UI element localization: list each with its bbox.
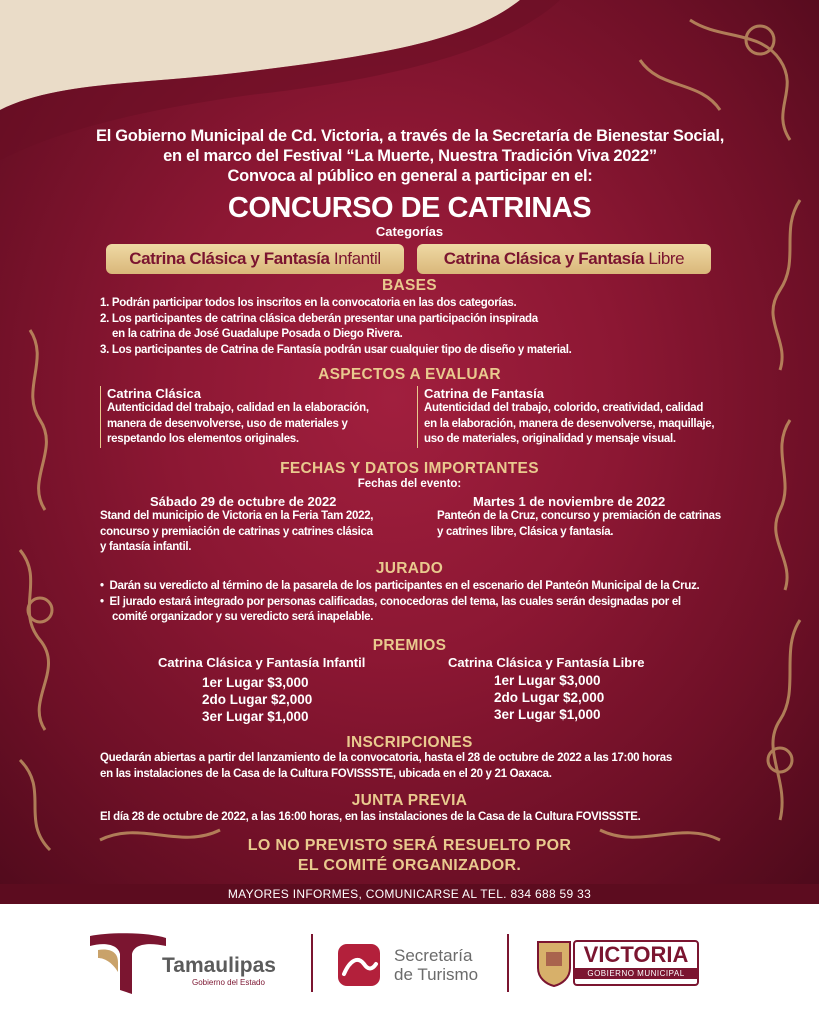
premios-libre — [448, 655, 708, 723]
jurado-item: • El jurado estará integrado por personas calificadas, conocedoras del tema, las cuales serán designadas por el — [100, 595, 681, 608]
aspectos-clasica-line: manera de desenvolverse, uso de materiales y — [107, 417, 348, 430]
fechas-sabado-line: concurso y premiación de catrinas y catrines clásica — [100, 525, 373, 538]
bases-item: 2. Los participantes de catrina clásica deberán presentar una participación inspirada — [100, 312, 538, 325]
aspectos-clasica-line: Autenticidad del trabajo, calidad en la elaboración, — [107, 402, 369, 414]
fechas-sabado-line: Stand del municipio de Victoria en la Feria Tam 2022, — [100, 510, 374, 522]
turismo-logo-icon — [336, 942, 382, 988]
victoria-badge — [573, 940, 699, 986]
logo-divider — [507, 934, 509, 992]
premios-libre-line: 1er Lugar $3,000 — [494, 673, 601, 688]
bases-list — [100, 296, 740, 358]
categories-label: Categorías — [375, 224, 444, 239]
category-pill-libre-light: Libre — [648, 249, 685, 268]
aspectos-clasica-title: Catrina Clásica — [107, 386, 201, 401]
victoria-name: VICTORIA — [583, 942, 689, 967]
premios-infantil-line: 1er Lugar $3,000 — [202, 675, 309, 690]
turismo-line-2: de Turismo — [394, 965, 479, 984]
tamaulipas-sub: Gobierno del Estado — [192, 978, 265, 987]
victoria-sub: GOBIERNO MUNICIPAL — [575, 968, 697, 979]
bases-item: en la catrina de José Guadalupe Posada o Diego Rivera. — [112, 328, 403, 340]
category-pill-infantil — [106, 244, 404, 274]
inscripciones-heading: INSCRIPCIONES — [346, 734, 473, 751]
logos-strip — [0, 904, 819, 1024]
logo-divider — [311, 934, 313, 992]
premios-libre-line: 3er Lugar $1,000 — [494, 707, 601, 722]
footer-contact: MAYORES INFORMES, COMUNICARSE AL TEL. 834 688 59 33 — [0, 884, 819, 904]
intro-line-2: en el marco del Festival “La Muerte, Nuestra Tradición Viva 2022” — [163, 147, 657, 165]
victoria-seal-icon — [534, 938, 574, 988]
tamaulipas-logo-icon — [88, 932, 168, 996]
category-pill-infantil-bold: Catrina Clásica y Fantasía — [129, 249, 330, 268]
fechas-sabado-line: y fantasía infantil. — [100, 541, 192, 553]
fechas-martes — [437, 494, 747, 540]
bases-heading: BASES — [382, 277, 437, 294]
category-pill-infantil-light: Infantil — [333, 249, 381, 268]
category-pill-libre — [417, 244, 711, 274]
page-title: CONCURSO DE CATRINAS — [227, 192, 592, 224]
closing-line-1: LO NO PREVISTO SERÁ RESUELTO POR — [247, 837, 572, 854]
aspectos-clasica — [100, 386, 407, 448]
turismo-text — [394, 946, 478, 984]
premios-infantil-line: 2do Lugar $2,000 — [202, 692, 313, 707]
tamaulipas-name: Tamaulipas — [162, 954, 276, 977]
aspectos-fantasia-line: en la elaboración, manera de desenvolverse, maquillaje, — [424, 417, 715, 430]
premios-libre-line: 2do Lugar $2,000 — [494, 690, 605, 705]
turismo-line-1: Secretaría — [394, 946, 473, 965]
inscripciones-line: en las instalaciones de la Casa de la Cultura FOVISSSTE, ubicada en el 20 y 21 Oaxaca. — [100, 767, 552, 780]
premios-infantil-title: Catrina Clásica y Fantasía Infantil — [158, 655, 366, 670]
inscripciones-line: Quedarán abiertas a partir del lanzamiento de la convocatoria, hasta el 28 de octubre de 2022 a las 17:00 horas — [100, 752, 672, 764]
jurado-list — [100, 579, 740, 626]
fechas-martes-date: Martes 1 de noviembre de 2022 — [473, 494, 666, 509]
intro-line-3: Convoca al público en general a participar en el: — [227, 167, 593, 185]
closing-line-2: EL COMITÉ ORGANIZADOR. — [297, 857, 522, 874]
fechas-martes-line: y catrines libre, Clásica y fantasía. — [437, 525, 614, 538]
inscripciones-text — [100, 751, 750, 782]
jurado-item: comité organizador y su veredicto será inapelable. — [112, 611, 374, 623]
aspectos-heading: ASPECTOS A EVALUAR — [318, 366, 501, 383]
aspectos-clasica-line: respetando los elementos originales. — [107, 433, 299, 445]
premios-heading: PREMIOS — [372, 637, 447, 654]
fechas-sabado-date: Sábado 29 de octubre de 2022 — [150, 494, 337, 509]
jurado-heading: JURADO — [375, 560, 444, 577]
fechas-martes-line: Panteón de la Cruz, concurso y premiación de catrinas — [437, 510, 721, 522]
closing-note — [0, 836, 819, 876]
aspectos-fantasia — [417, 386, 744, 448]
category-pill-libre-bold: Catrina Clásica y Fantasía — [443, 249, 645, 268]
fechas-heading: FECHAS Y DATOS IMPORTANTES — [280, 460, 539, 477]
aspectos-fantasia-line: Autenticidad del trabajo, colorido, creatividad, calidad — [424, 402, 704, 414]
aspectos-fantasia-line: uso de materiales, originalidad y mensaje visual. — [424, 433, 676, 445]
intro-line-1: El Gobierno Municipal de Cd. Victoria, a través de la Secretaría de Bienestar Social, — [95, 127, 724, 145]
premios-libre-title: Catrina Clásica y Fantasía Libre — [448, 655, 645, 670]
premios-infantil — [158, 655, 418, 725]
intro-text — [80, 126, 740, 186]
junta-heading: JUNTA PREVIA — [351, 792, 468, 809]
premios-infantil-line: 3er Lugar $1,000 — [202, 709, 309, 724]
fechas-sabado — [100, 494, 420, 556]
junta-text: El día 28 de octubre de 2022, a las 16:00 horas, en las instalaciones de la Casa de la Cultura FOVISSSTE. — [100, 811, 641, 823]
aspectos-fantasia-title: Catrina de Fantasía — [424, 386, 544, 401]
bases-item: 3. Los participantes de Catrina de Fantasía podrán usar cualquier tipo de diseño y material. — [100, 343, 572, 356]
jurado-item: • Darán su veredicto al término de la pasarela de los participantes en el escenario del Panteón Municipal de la Cruz. — [100, 580, 700, 592]
fechas-subheading: Fechas del evento: — [357, 478, 462, 490]
bases-item: 1. Podrán participar todos los inscritos en la convocatoria en las dos categorías. — [100, 297, 517, 309]
